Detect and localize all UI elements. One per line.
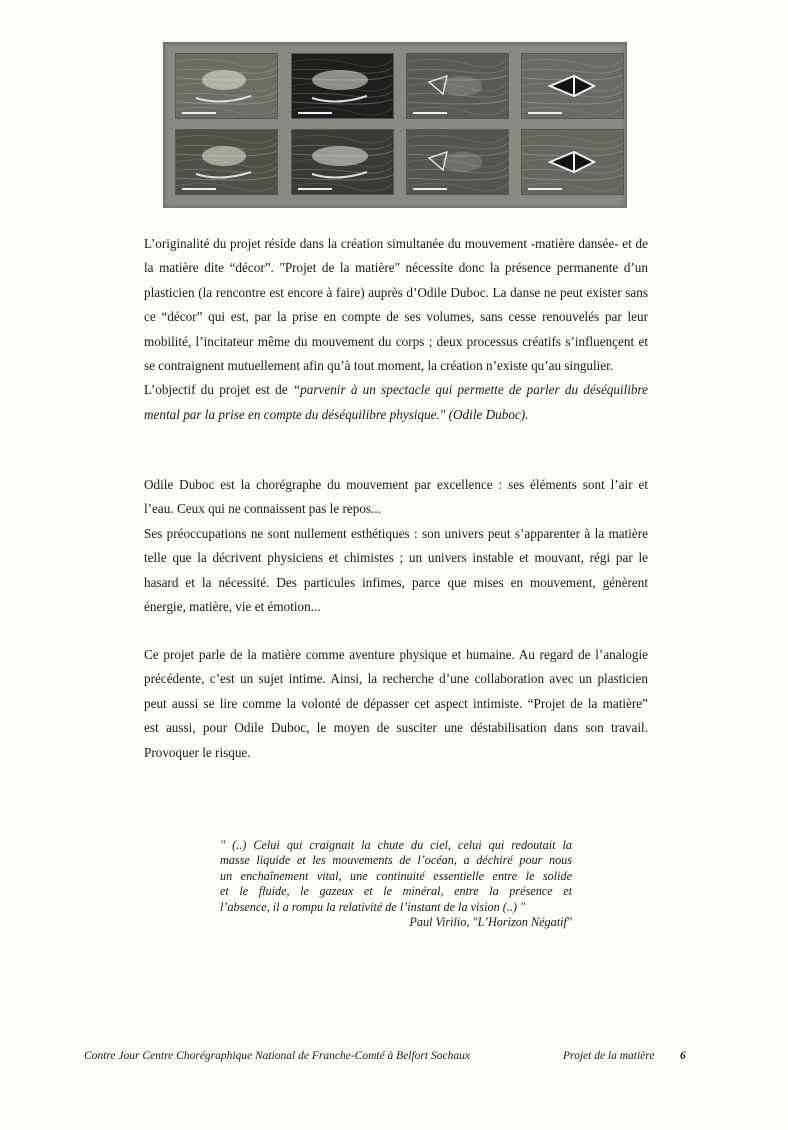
virilio-quote	[220, 838, 572, 930]
photo-frame	[291, 129, 394, 195]
paragraph-project	[144, 643, 648, 765]
footer-page-number: 6	[680, 1050, 686, 1062]
photo-frame	[521, 53, 624, 119]
text-line: ce “décor” qui est, par la prise en compte de ses volumes, sans cesse renouvelés par leur	[144, 309, 648, 325]
flow-photo-icon	[176, 54, 277, 118]
text-line: Odile Duboc est la chorégraphe du mouvement par excellence : ses éléments sont l’air et	[144, 477, 648, 492]
photo-frame	[406, 53, 509, 119]
photo-frame	[521, 129, 624, 195]
flow-photo-icon	[407, 54, 508, 118]
quote-line: un enchaînement vital, une continuité essentielle entre le solide	[220, 868, 572, 883]
paragraph-duboc	[144, 473, 648, 619]
text-line: est aussi, pour Odile Duboc, le moyen de susciter une déstabilisation dans son travail.	[144, 720, 648, 736]
text-line: précédente, c’est un sujet intime. Ainsi, la recherche d’une collaboration avec un plasticien	[144, 671, 648, 687]
photo-frame	[175, 129, 278, 195]
quote-line: l’absence, il a rompu la relativité de l’instant de la vision (..) "	[220, 899, 526, 914]
quote-line: et le fluide, le gazeux et le minéral, entre la présence et	[220, 884, 572, 899]
text-line: telle que la décrivent physiciens et chimistes ; un univers instable et mouvant, régi par le	[144, 550, 648, 566]
quote-line: masse liquide et les mouvements de l’océan, a déchiré pour nous	[220, 853, 572, 868]
flow-photo-icon	[522, 54, 623, 118]
flow-photo-icon	[522, 130, 623, 194]
flow-photo-icon	[407, 130, 508, 194]
flow-photo-icon	[176, 130, 277, 194]
objective-line	[144, 378, 648, 402]
footer-document-title: Projet de la matière	[563, 1050, 655, 1062]
text-line: hasard et la nécessité. Des particules infimes, parce que mises en mouvement, génèrent	[144, 574, 648, 590]
text-line: mobilité, l’incitateur même du mouvement du corps ; deux processus créatifs s’influençent et	[144, 333, 648, 349]
text-line: plasticien (la rencontre est encore à faire) auprès d’Odile Duboc. La danse ne peut exister sans	[144, 284, 648, 300]
photo-frame	[406, 129, 509, 195]
objective-quote: “parvenir à un spectacle qui permette de parler du déséquilibre	[292, 382, 648, 398]
objective-prefix: L’objectif du projet est de	[144, 382, 293, 398]
flow-photo-icon	[292, 130, 393, 194]
photo-frame	[175, 53, 278, 119]
text-line: Ses préoccupations ne sont nullement esthétiques : son univers peut s’apparenter à la matière	[144, 525, 648, 541]
text-line: Provoquer le risque.	[144, 744, 251, 760]
objective-quote-continued: mental par la prise en compte du déséquilibre physique." (Odile Duboc).	[144, 406, 529, 422]
footer-organization: Contre Jour Centre Chorégraphique National de Franche-Comté à Belfort Sochaux	[84, 1050, 470, 1062]
photo-grid-figure	[163, 42, 627, 208]
text-line: énergie, matière, vie et émotion...	[144, 599, 321, 615]
text-line: Ce projet parle de la matière comme aventure physique et humaine. Au regard de l’analogie	[144, 647, 648, 662]
quote-attribution: Paul Virilio, "L’Horizon Négatif"	[409, 915, 572, 930]
paragraph-originality	[144, 232, 648, 427]
text-line: la matière dite “décor”. "Projet de la matière" nécessite donc la présence permanente d’un	[144, 260, 648, 276]
quote-line: " (..) Celui qui craignait la chute du ciel, celui qui redoutait la	[220, 838, 572, 852]
text-line: l’eau. Ceux qui ne connaissent pas le repos...	[144, 501, 381, 517]
text-line: L’originalité du projet réside dans la création simultanée du mouvement -matière dansée- et de	[144, 236, 648, 251]
text-line: se contraignent mutuellement afin qu’à tout moment, la création n’existe qu’au singulier.	[144, 358, 614, 374]
text-line: peut aussi se lire comme la volonté de dépasser cet aspect intimiste. “Projet de la matière”	[144, 695, 648, 711]
flow-photo-icon	[292, 54, 393, 118]
photo-frame	[291, 53, 394, 119]
